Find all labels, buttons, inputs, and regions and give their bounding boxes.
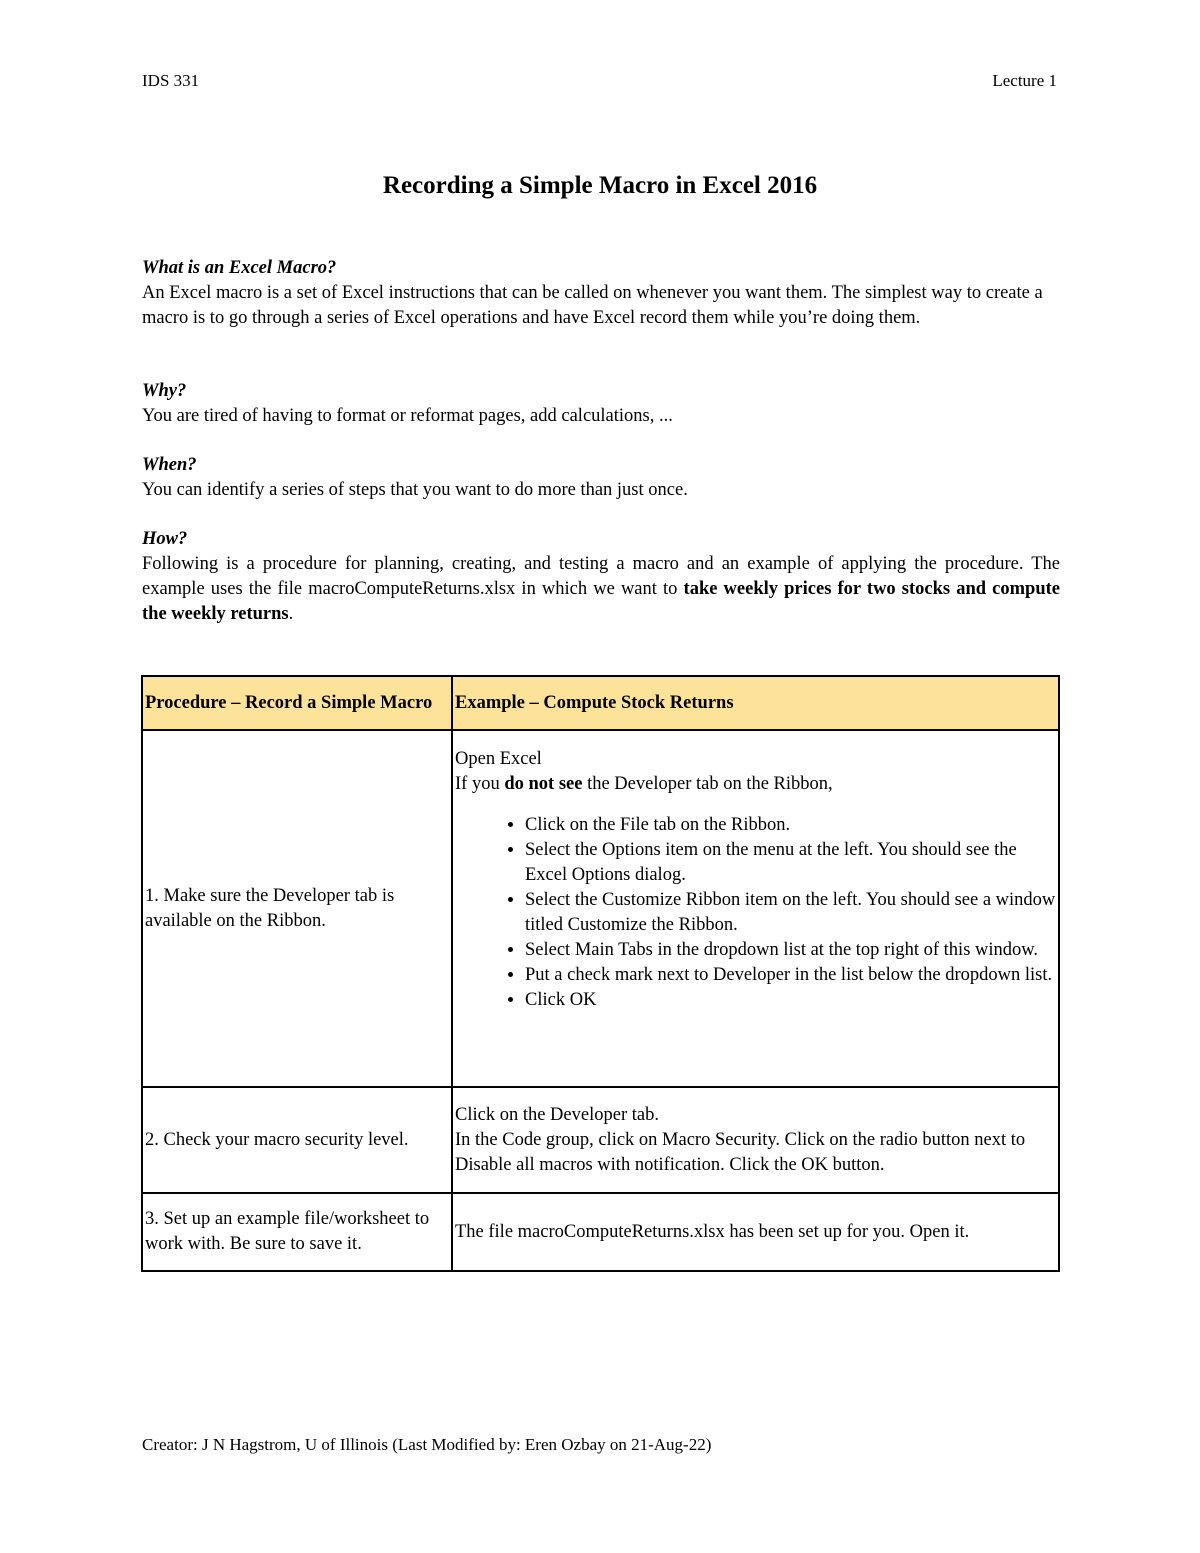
table-row: [142, 730, 1059, 1087]
list-item: • Click OK: [525, 988, 1056, 1013]
row1-example: [452, 730, 1059, 1087]
section-why-text: You are tired of having to format or reformat pages, add calculations, ...: [142, 406, 673, 426]
header-course: IDS 331: [142, 71, 200, 90]
header-lecture: Lecture 1: [992, 71, 1057, 90]
row1-instruction-post: the Developer tab on the Ribbon,: [582, 774, 833, 794]
how-text-end: .: [288, 604, 294, 624]
row1-open-excel: Open Excel: [455, 749, 542, 769]
how-text-bold: take weekly prices for two stocks and compute the weekly returns: [142, 579, 1060, 624]
section-what-text: An Excel macro is a set of Excel instructions that can be called on whenever you want them. The simplest way to create a macro is to go through a series of Excel operations and have Excel record them while you’re doing them.: [142, 283, 1043, 328]
list-item: • Select the Options item on the menu at the left. You should see the Excel Options dialog.: [525, 838, 1056, 888]
section-how: [142, 527, 1060, 627]
procedure-table: [141, 675, 1060, 1272]
row3-procedure: 3. Set up an example file/worksheet to work with. Be sure to save it.: [142, 1193, 452, 1271]
how-text-a: Following is a procedure for planning, creating, and testing a macro and an example of applying the procedure. The example uses the file macroComputeReturns.xlsx in which we want to: [142, 554, 1060, 599]
row2-line2: In the Code group, click on Macro Security. Click on the radio button next to Disable all macros with notification. Click the OK button.: [455, 1129, 1026, 1175]
row1-instruction: [455, 772, 1056, 797]
row1-procedure: 1. Make sure the Developer tab is available on the Ribbon.: [142, 730, 452, 1087]
row1-steps-list: [455, 813, 1056, 1013]
row2-example: [452, 1087, 1059, 1193]
section-how-text: [142, 552, 1060, 627]
row2-procedure: 2. Check your macro security level.: [142, 1087, 452, 1193]
row1-instruction-bold: do not see: [504, 774, 583, 794]
section-how-heading: How?: [142, 529, 188, 549]
section-when-heading: When?: [142, 455, 197, 475]
section-what: [142, 256, 1060, 331]
footer-credit: Creator: J N Hagstrom, U of Illinois (Last Modified by: Eren Ozbay on 21-Aug-22): [142, 1435, 712, 1454]
row3-example: The file macroComputeReturns.xlsx has been set up for you. Open it.: [452, 1193, 1059, 1271]
section-what-heading: What is an Excel Macro?: [142, 258, 337, 278]
header-procedure: Procedure – Record a Simple Macro: [142, 676, 452, 730]
section-why-heading: Why?: [142, 381, 187, 401]
row2-line1: Click on the Developer tab.: [455, 1104, 659, 1125]
table-row: [142, 1193, 1059, 1271]
list-item: • Select the Customize Ribbon item on the left. You should see a window titled Customize the Ribbon.: [525, 888, 1056, 938]
section-why: [142, 379, 1060, 429]
list-item: • Select Main Tabs in the dropdown list at the top right of this window.: [525, 938, 1056, 963]
row1-instruction-pre: If you: [455, 774, 505, 794]
section-when: [142, 453, 1060, 503]
section-when-text: You can identify a series of steps that you want to do more than just once.: [142, 480, 688, 500]
table-row: [142, 1087, 1059, 1193]
header-example: Example – Compute Stock Returns: [452, 676, 1059, 730]
table-header-row: [142, 676, 1059, 730]
page-title: Recording a Simple Macro in Excel 2016: [382, 172, 818, 199]
list-item: • Put a check mark next to Developer in the list below the dropdown list.: [525, 963, 1056, 988]
list-item: • Click on the File tab on the Ribbon.: [525, 813, 1056, 838]
